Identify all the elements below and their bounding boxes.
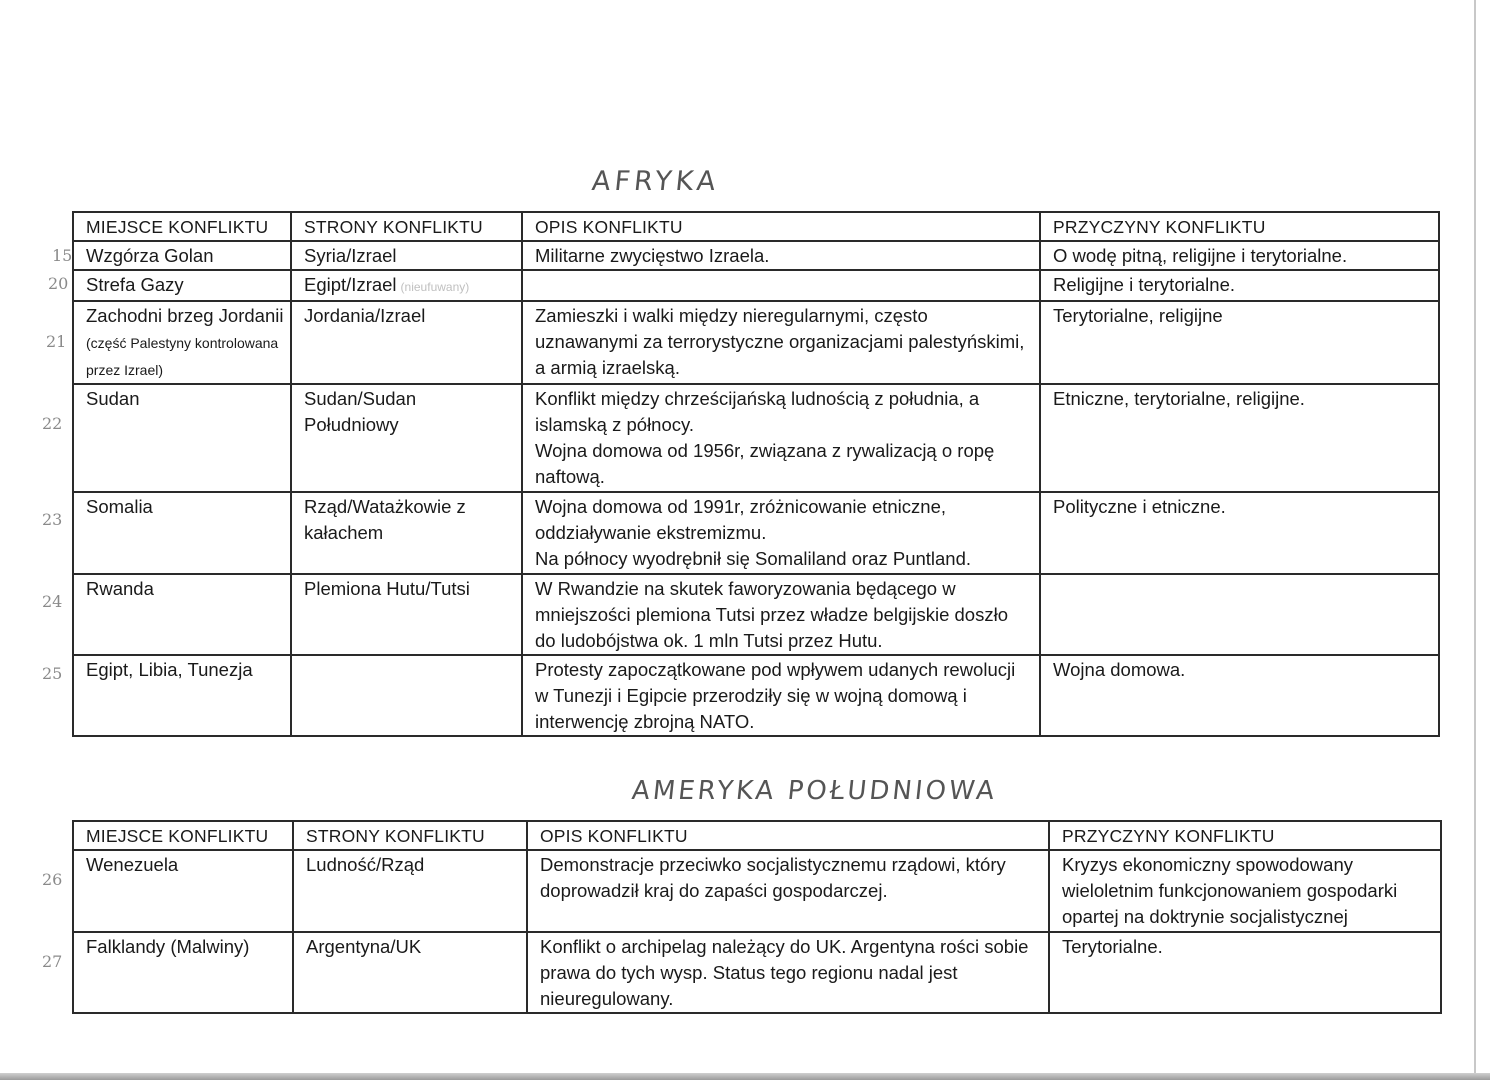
row-number: 21 bbox=[46, 332, 67, 351]
table-row bbox=[73, 492, 1439, 574]
sides-cell: Sudan/Sudan Południowy bbox=[291, 384, 522, 492]
place-cell: Egipt, Libia, Tunezja bbox=[73, 655, 291, 736]
row-number: 23 bbox=[42, 510, 63, 529]
causes-cell: Polityczne i etniczne. bbox=[1040, 492, 1439, 574]
header-cell: STRONY KONFLIKTU bbox=[291, 212, 522, 241]
description-cell bbox=[522, 270, 1040, 301]
table-row bbox=[73, 850, 1441, 932]
description-cell: Militarne zwycięstwo Izraela. bbox=[522, 241, 1040, 270]
row-number: 27 bbox=[42, 952, 63, 971]
table-row bbox=[73, 270, 1439, 301]
description-cell: Konflikt o archipelag należący do UK. Argentyna rości sobie prawa do tych wysp. Status tego regionu nadal jest nieuregulowany. bbox=[527, 932, 1049, 1013]
causes-cell: O wodę pitną, religijne i terytorialne. bbox=[1040, 241, 1439, 270]
sides-cell bbox=[291, 655, 522, 736]
place-cell: Rwanda bbox=[73, 574, 291, 655]
sides-cell: Egipt/Izrael (nieufuwany) bbox=[291, 270, 522, 301]
header-cell: MIEJSCE KONFLIKTU bbox=[73, 212, 291, 241]
place-cell: Sudan bbox=[73, 384, 291, 492]
header-cell: OPIS KONFLIKTU bbox=[527, 821, 1049, 850]
table-header-row bbox=[73, 212, 1439, 241]
row-number: 26 bbox=[42, 870, 63, 889]
table-row bbox=[73, 301, 1439, 384]
scan-edge-bottom bbox=[0, 1073, 1490, 1080]
place-cell: Somalia bbox=[73, 492, 291, 574]
place-cell: Wenezuela bbox=[73, 850, 293, 932]
causes-cell bbox=[1040, 574, 1439, 655]
description-cell: W Rwandzie na skutek faworyzowania będącego w mniejszości plemiona Tutsi przez władze belgijskie doszło do ludobójstwa ok. 1 mln Tutsi przez Hutu. bbox=[522, 574, 1040, 655]
description-cell: Protesty zapoczątkowane pod wpływem udanych rewolucji w Tunezji i Egipcie przerodziły się w wojną domową i interwencję zbrojną NATO. bbox=[522, 655, 1040, 736]
causes-cell: Religijne i terytorialne. bbox=[1040, 270, 1439, 301]
place-cell: Zachodni brzeg Jordanii (część Palestyny kontrolowana przez Izrael) bbox=[73, 301, 291, 384]
row-number: 15 bbox=[52, 246, 73, 265]
sides-cell: Argentyna/UK bbox=[293, 932, 527, 1013]
place-cell: Strefa Gazy bbox=[73, 270, 291, 301]
table-row bbox=[73, 384, 1439, 492]
section-title-south-america: AMERYKA POŁUDNIOWA bbox=[630, 776, 999, 806]
handwritten-note: (nieufuwany) bbox=[400, 280, 470, 294]
sides-cell: Rząd/Watażkowie z kałachem bbox=[291, 492, 522, 574]
description-cell: Konflikt między chrześcijańską ludnością z południa, a islamską z północy. Wojna domowa od 1956r, związana z rywalizacją o ropę naftową. bbox=[522, 384, 1040, 492]
header-cell: STRONY KONFLIKTU bbox=[293, 821, 527, 850]
header-cell: PRZYCZYNY KONFLIKTU bbox=[1040, 212, 1439, 241]
place-cell: Falklandy (Malwiny) bbox=[73, 932, 293, 1013]
place-cell: Wzgórza Golan bbox=[73, 241, 291, 270]
table-row bbox=[73, 932, 1441, 1013]
table-row bbox=[73, 241, 1439, 270]
conflict-table-africa bbox=[72, 211, 1440, 737]
conflict-table-south-america bbox=[72, 820, 1442, 1014]
causes-cell: Etniczne, terytorialne, religijne. bbox=[1040, 384, 1439, 492]
description-cell: Wojna domowa od 1991r, zróżnicowanie etniczne, oddziaływanie ekstremizmu. Na północy wyodrębnił się Somaliland oraz Puntland. bbox=[522, 492, 1040, 574]
place-note: (część Palestyny kontrolowana przez Izrael) bbox=[86, 335, 279, 378]
row-number: 20 bbox=[48, 274, 69, 293]
header-cell: MIEJSCE KONFLIKTU bbox=[73, 821, 293, 850]
causes-cell: Wojna domowa. bbox=[1040, 655, 1439, 736]
row-number: 24 bbox=[42, 592, 63, 611]
scan-edge bbox=[1474, 0, 1476, 1080]
table-row bbox=[73, 655, 1439, 736]
description-cell: Zamieszki i walki między nieregularnymi, często uznawanymi za terrorystyczne organizacjami palestyńskimi, a armią izraelską. bbox=[522, 301, 1040, 384]
header-cell: PRZYCZYNY KONFLIKTU bbox=[1049, 821, 1441, 850]
row-number: 25 bbox=[42, 664, 63, 683]
section-title-africa: AFRYKA bbox=[590, 166, 721, 197]
sides-cell: Ludność/Rząd bbox=[293, 850, 527, 932]
header-cell: OPIS KONFLIKTU bbox=[522, 212, 1040, 241]
sides-cell: Plemiona Hutu/Tutsi bbox=[291, 574, 522, 655]
causes-cell: Terytorialne. bbox=[1049, 932, 1441, 1013]
sides-cell: Syria/Izrael bbox=[291, 241, 522, 270]
causes-cell: Terytorialne, religijne bbox=[1040, 301, 1439, 384]
sides-cell: Jordania/Izrael bbox=[291, 301, 522, 384]
table-header-row bbox=[73, 821, 1441, 850]
table-row bbox=[73, 574, 1439, 655]
description-cell: Demonstracje przeciwko socjalistycznemu rządowi, który doprowadził kraj do zapaści gospodarczej. bbox=[527, 850, 1049, 932]
causes-cell: Kryzys ekonomiczny spowodowany wieloletnim funkcjonowaniem gospodarki opartej na doktrynie socjalistycznej bbox=[1049, 850, 1441, 932]
row-number: 22 bbox=[42, 414, 63, 433]
